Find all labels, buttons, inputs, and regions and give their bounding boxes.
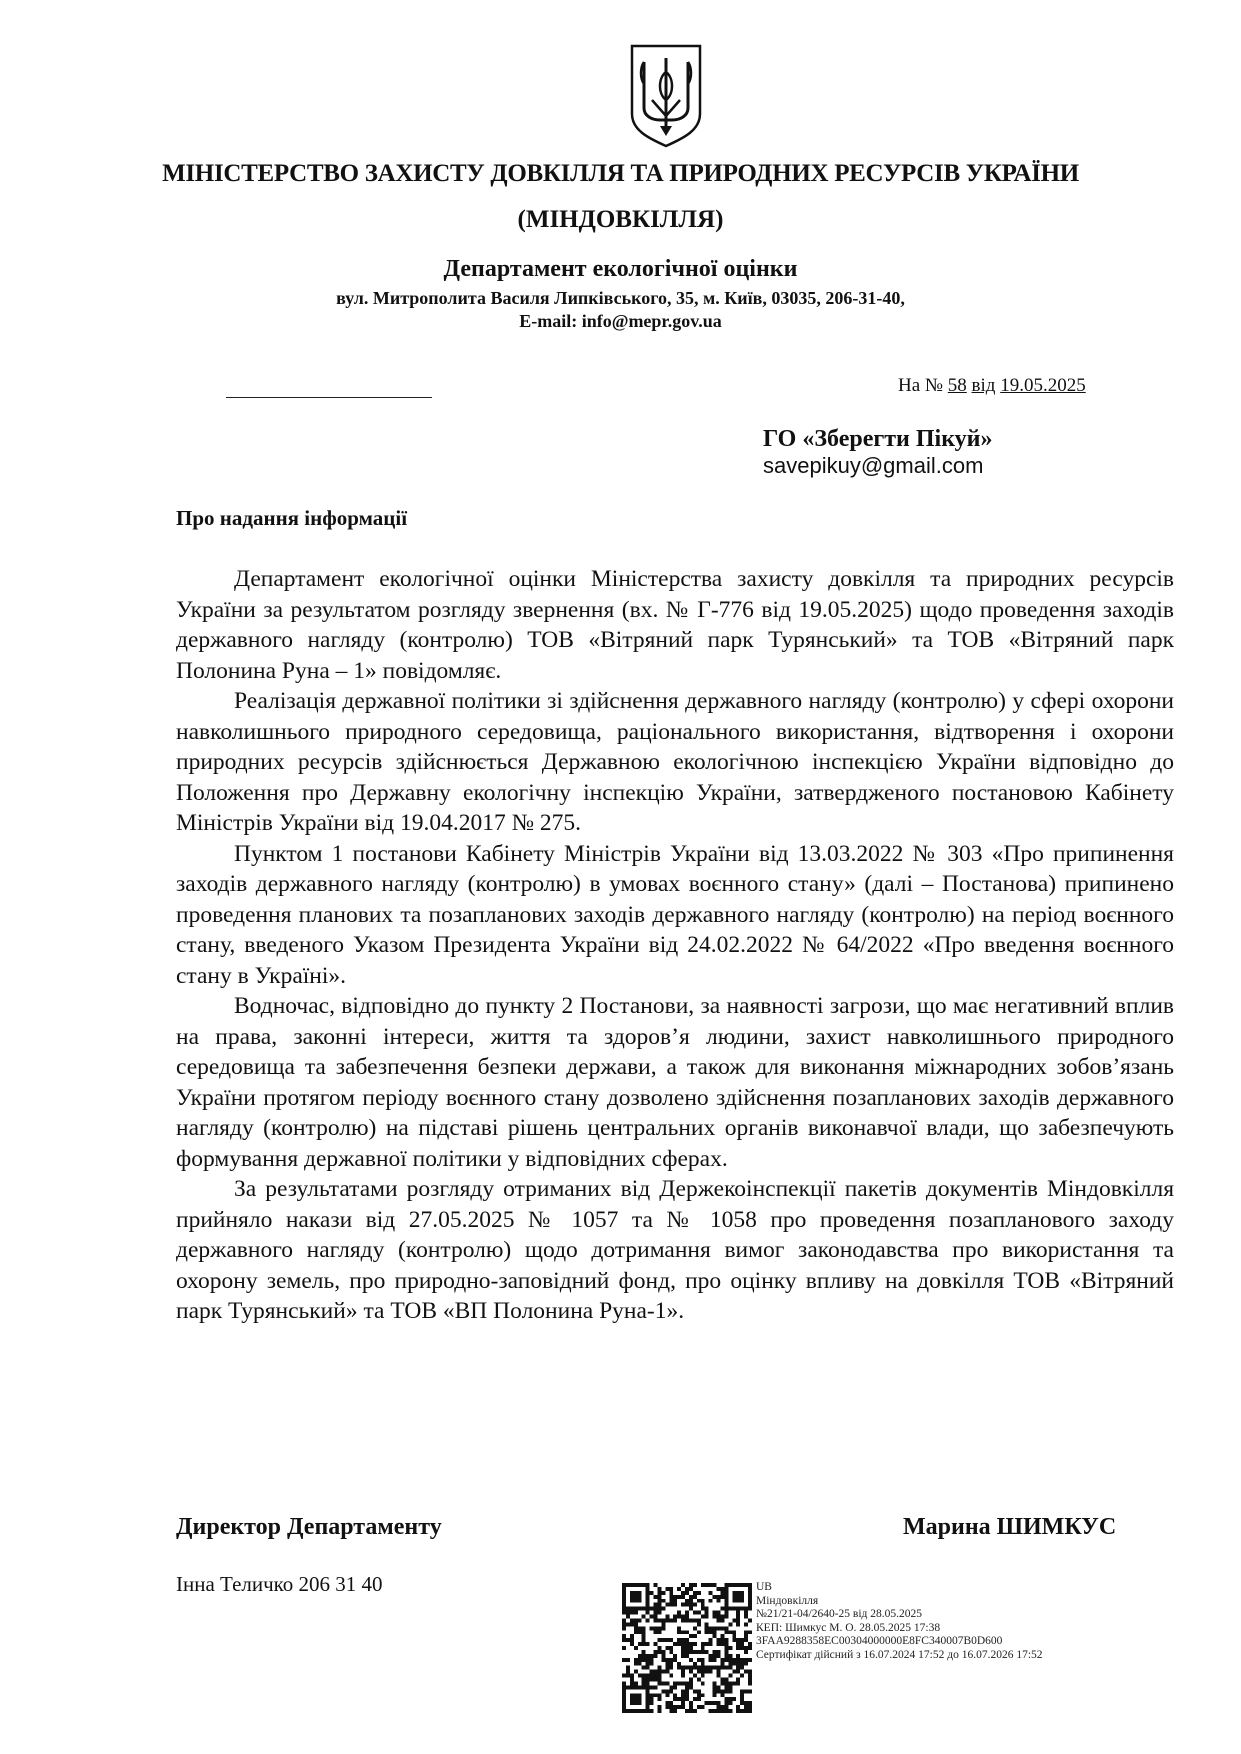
reference-from: від (971, 375, 996, 396)
recipient-name: ГО «Зберегти Пікуй» (763, 426, 993, 452)
stamp-line: 3FAA9288358EC00304000000E8FC340007B0D600 (756, 1635, 1003, 1648)
trident-emblem-icon (628, 44, 704, 148)
paragraph: Департамент екологічної оцінки Міністерства захисту довкілля та природних ресурсів України за результатом розгляду звернення (вх. № Г-776 від 19.05.2025) щодо проведення заходів державного нагляду (контролю) ТОВ «Вітряний парк Турянський» та ТОВ «Вітряний парк Полонина Руна – 1» повідомляє. (176, 566, 1174, 684)
signatory-title: Директор Департаменту (176, 1514, 442, 1540)
recipient-email[interactable]: savepikuy@gmail.com (763, 453, 984, 478)
reference-number: 58 (947, 375, 967, 396)
registration-line (226, 396, 432, 398)
stamp-line: Сертифікат дійсний з 16.07.2024 17:52 до 16.07.2026 17:52 (756, 1648, 1043, 1661)
paragraph: За результатами розгляду отриманих від Держекоінспекції пакетів документів Міндовкілля прийняло накази від 27.05.2025 № 1057 та № 1058 про проведення позапланового заходу державного нагляду (контролю) щодо дотримання вимог законодавства про використання та охорону земель, про природно-заповідний фонд, про оцінку впливу на довкілля ТОВ «Вітряний парк Турянський» та ТОВ «ВП Полонина Руна-1». (176, 1176, 1174, 1324)
reference-date: 19.05.2025 (1000, 375, 1086, 396)
stamp-line: КЕП: Шимкус М. О. 28.05.2025 17:38 (756, 1621, 941, 1634)
department-email[interactable]: E-mail: info@mepr.gov.ua (519, 311, 722, 331)
executor-contact: Інна Теличко 206 31 40 (176, 1572, 383, 1596)
paragraph: Реалізація державної політики зі здійснення державного нагляду (контролю) у сфері охорони навколишнього природного середовища, раціонального використання, відтворення і охорони природних ресурсів здійснюється Державною екологічною інспекцією України відповідно до Положення про Державну екологічну інспекцію України, затвердженого постановою Кабінету Міністрів України від 19.04.2017 № 275. (176, 688, 1174, 836)
ministry-name: МІНІСТЕРСТВО ЗАХИСТУ ДОВКІЛЛЯ ТА ПРИРОДНИХ РЕСУРСІВ УКРАЇНИ (162, 160, 1079, 187)
stamp-line: UB (756, 1581, 772, 1593)
stamp-line: Міндовкілля (756, 1594, 819, 1607)
ministry-abbreviation: (МІНДОВКІЛЛЯ) (517, 206, 724, 233)
letter-body (176, 564, 1174, 1327)
reference-prefix: На № (898, 375, 944, 396)
stamp-line: №21/21-04/2640-25 від 28.05.2025 (756, 1608, 922, 1621)
letter-subject: Про надання інформації (176, 506, 408, 530)
paragraph: Водночас, відповідно до пункту 2 Постанови, за наявності загрози, що має негативний вплив на права, законні інтереси, життя та здоров’я людини, захист навколишнього природного середовища та забезпечення безпеки держави, а також для виконання міжнародних зобов’язань України протягом періоду воєнного стану дозволено здійснення позапланових заходів державного нагляду (контролю) на підставі рішень центральних органів виконавчої влади, що забезпечують формування державної політики у відповідних сферах. (176, 993, 1174, 1172)
reference-line (898, 375, 1086, 397)
digital-signature-stamp (756, 1581, 1043, 1663)
qr-code-icon (622, 1582, 752, 1714)
paragraph: Пунктом 1 постанови Кабінету Міністрів України від 13.03.2022 № 303 «Про припинення заходів державного нагляду (контролю) в умовах воєнного стану» (далі – Постанова) припинено проведення планових та позапланових заходів державного нагляду (контролю) на період воєнного стану, введеного Указом Президента України від 24.02.2022 № 64/2022 «Про введення воєнного стану в Україні». (176, 840, 1174, 989)
department-address: вул. Митрополита Василя Липківського, 35, м. Київ, 03035, 206-31-40, (336, 288, 905, 308)
signatory-name: Марина ШИМКУС (903, 1514, 1117, 1540)
department-name: Департамент екологічної оцінки (443, 256, 798, 282)
